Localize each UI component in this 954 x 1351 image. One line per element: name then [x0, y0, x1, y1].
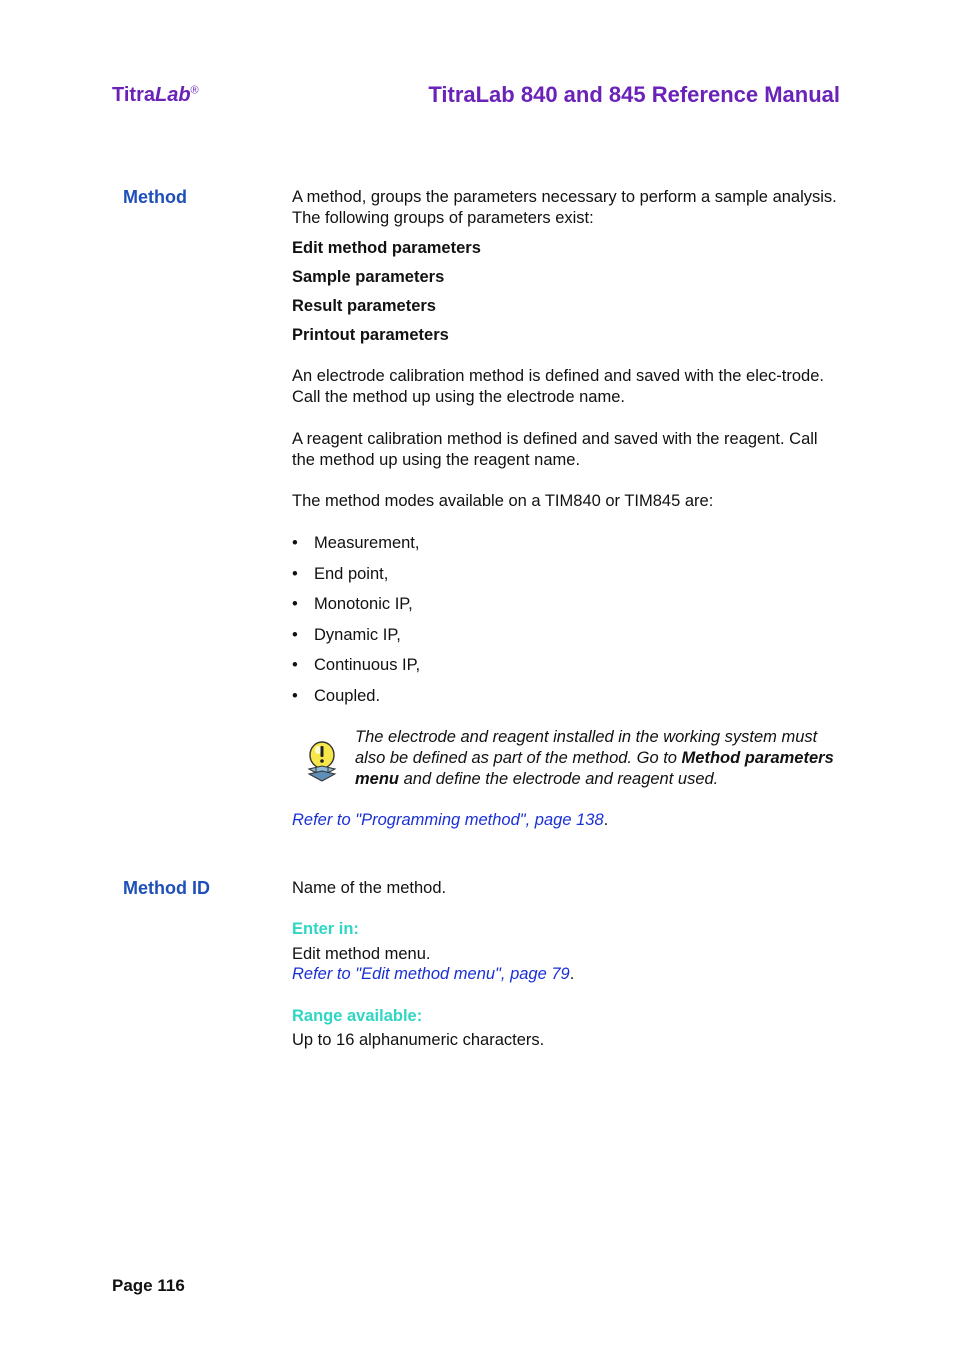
group-item: Printout parameters: [292, 326, 449, 344]
edit-method-menu-link[interactable]: Refer to "Edit method menu", page 79: [292, 965, 570, 983]
modes-list: [292, 533, 844, 716]
page-number: Page 116: [112, 1276, 185, 1295]
list-item: • Monotonic IP,: [292, 595, 413, 613]
modes-intro: The method modes available on a TIM840 or TIM845 are:: [292, 492, 714, 510]
brand-italic: Lab: [154, 84, 191, 106]
list-item: • Measurement,: [292, 534, 420, 552]
bullet: •: [292, 595, 298, 613]
method-id-term: Method ID: [123, 878, 210, 898]
bullet: •: [292, 656, 298, 674]
brand-prefix: Titra: [112, 84, 155, 106]
brand-logo: [112, 84, 199, 107]
programming-method-link[interactable]: Refer to "Programming method", page 138: [292, 811, 604, 829]
enter-in-value: Edit method menu.: [292, 945, 431, 963]
method-intro-text: A method, groups the parameters necessary to perform a sample analysis. The following groups of parameters exist:: [292, 188, 837, 227]
group-item: Sample parameters: [292, 268, 445, 286]
lightbulb-tip-icon: [305, 738, 339, 784]
bullet: •: [292, 534, 298, 552]
registered-mark: ®: [190, 84, 199, 97]
method-id-description: Name of the method.: [292, 879, 447, 897]
range-value: Up to 16 alphanumeric characters.: [292, 1031, 545, 1049]
note-menu-name: Method parameters menu: [355, 749, 834, 788]
bullet: •: [292, 564, 298, 583]
list-item: • End point,: [292, 564, 389, 583]
enter-in-label: Enter in:: [292, 920, 359, 938]
tip-note: The electrode and reagent installed in the working system must also be defined as part of the method. Go to Method parameters menu and define the electrode and reagent used.: [355, 728, 834, 788]
edit-menu-reference: Refer to "Edit method menu", page 79.: [292, 965, 575, 983]
electrode-paragraph: An electrode calibration method is defined and saved with the elec-trode. Call the method up using the electrode name.: [292, 367, 824, 406]
group-item: Edit method parameters: [292, 239, 481, 257]
bullet: •: [292, 625, 298, 644]
list-item: • Dynamic IP,: [292, 625, 401, 644]
bullet: •: [292, 686, 298, 705]
method-reference: Refer to "Programming method", page 138.: [292, 811, 609, 829]
reagent-paragraph: A reagent calibration method is defined and saved with the reagent. Call the method up using the reagent name.: [292, 430, 818, 469]
list-item: • Coupled.: [292, 686, 381, 705]
range-label: Range available:: [292, 1007, 423, 1025]
list-item: • Continuous IP,: [292, 656, 421, 674]
group-item: Result parameters: [292, 297, 436, 315]
manual-title: TitraLab 840 and 845 Reference Manual: [428, 82, 840, 107]
method-intro: [292, 187, 844, 229]
method-term: Method: [123, 187, 187, 207]
